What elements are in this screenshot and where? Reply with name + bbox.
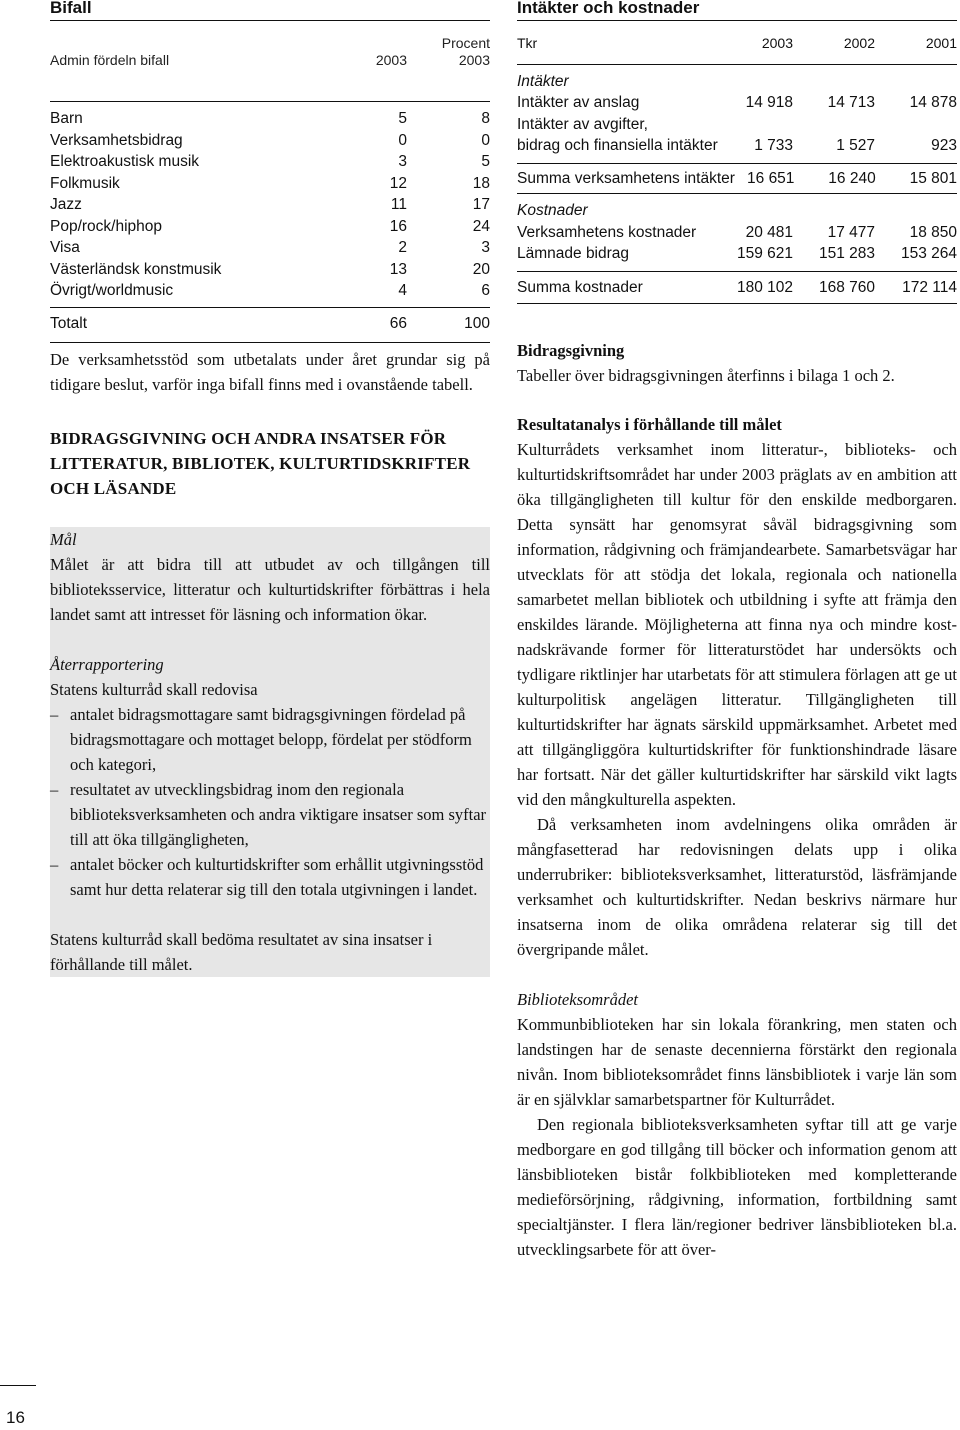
value-2003: 16 651 xyxy=(747,169,795,187)
sum-row xyxy=(517,277,957,299)
right-table xyxy=(517,0,957,304)
value-2002 xyxy=(793,114,875,136)
value-2003: 159 621 xyxy=(736,245,793,262)
right-table-title: Intäkter och kostnader xyxy=(517,0,700,17)
row-value-2003: 16 xyxy=(389,217,407,235)
year-2: 2001 xyxy=(925,35,957,51)
row-label: Elektroakustisk musik xyxy=(50,153,200,170)
intro-paragraph: De verksamhetsstöd som utbetalats under året grundar sig på tidigare beslut, varför inga bifall finns med i ovanstående tabell. xyxy=(50,350,490,394)
table-row xyxy=(517,222,957,244)
paragraph-bidragsgivning: Tabeller över bidragsgivningen återfinns i bilaga 1 och 2. xyxy=(517,366,895,385)
right-table-header xyxy=(517,21,957,55)
row-label: Verksamhetens kostnader xyxy=(517,223,697,241)
row-label: Barn xyxy=(50,110,83,127)
row-label: Övrigt/worldmusic xyxy=(50,282,174,299)
value-2002: 168 760 xyxy=(818,278,875,296)
goal-text: Målet är att bidra till att utbudet av och tillgången till biblioteksservice, litteratur och kulturtidskrifter förbättras i hela landet samt att intresset för läsning och information ökar. xyxy=(50,555,490,624)
row-header: Admin fördeln bifall xyxy=(50,52,170,68)
row-label: Pop/rock/hiphop xyxy=(50,217,163,235)
cost-section-title: Kostnader xyxy=(517,202,588,219)
row-label: Västerländsk konstmusik xyxy=(50,260,222,278)
income-rows xyxy=(517,92,957,157)
left-table-header xyxy=(50,21,490,67)
table-row xyxy=(517,135,957,157)
heading-line-1: BIDRAGSGIVNING OCH ANDRA INSATSER FÖR xyxy=(50,429,447,448)
report-item-1: – antalet bidragsmottagare samt bidragsgivningen fördelad på bidragsmottagare och mottaget belopp, fördelat per stödform och kategori, xyxy=(50,702,490,777)
table-row xyxy=(50,259,490,281)
report-item-3: – antalet böcker och kulturtidskrifter som erhållit utgivningsstöd samt hur detta relaterar sig till den totala utgivningen i landet. xyxy=(50,852,490,902)
table-row xyxy=(517,243,957,265)
cost-rows xyxy=(517,222,957,265)
value-2001: 153 264 xyxy=(900,245,957,262)
percent-header: Procent xyxy=(441,35,490,51)
table-row xyxy=(50,280,490,302)
row-value-2003: 2 xyxy=(398,239,407,256)
year-1: 2002 xyxy=(843,35,875,51)
report-item-text-2: resultatet av utvecklingsbidrag inom den regionala biblioteksverksamheten och andra viktigare insatser som syftar till att öka tillgängligheten, xyxy=(70,780,487,849)
table-row xyxy=(50,173,490,195)
row-value-2003: 4 xyxy=(398,282,407,299)
report-item-2: – resultatet av utvecklingsbidrag inom den regionala biblioteksverksamheten och andra viktigare insatser som syftar till att öka tillgängligheten, xyxy=(50,777,490,852)
row-label: Intäkter av avgifter, xyxy=(517,115,648,133)
table-row xyxy=(50,194,490,216)
row-value-2003: 5 xyxy=(398,110,407,127)
row-label: Folkmusik xyxy=(50,174,120,192)
subheading-resultatanalys: Resultatanalys i förhållande till målet xyxy=(517,415,782,434)
value-2002: 1 527 xyxy=(836,137,875,154)
row-percent-2003: 24 xyxy=(472,217,490,235)
report-title: Återrapportering xyxy=(50,655,164,674)
table-row xyxy=(50,151,490,173)
section-heading xyxy=(50,426,490,501)
table-row xyxy=(50,130,490,152)
subheading-biblioteksomradet: Biblioteksområdet xyxy=(517,990,638,1009)
table-row xyxy=(50,216,490,238)
col1-header: 2003 xyxy=(375,52,407,68)
income-section-title: Intäkter xyxy=(517,72,569,90)
table-row xyxy=(50,237,490,259)
row-label: Lämnade bidrag xyxy=(517,245,630,262)
paragraph-regionala: Den regionala biblioteksverksamheten syftar till att ge varje medborgare en god tillgång till böcker och information genom att länsbiblioteken bistår folkbiblioteken med kompletterande medieförsörjning, rådgivning, information, fortbildning samt specialtjänster. I flera län/regioner bedriver länsbiblioteken bl.a. utvecklingsarbete för att över- xyxy=(517,1115,957,1259)
value-2003: 14 918 xyxy=(745,94,793,111)
closing-paragraph: Statens kulturråd skall bedöma resultatet av sina insatser i förhållande till målet. xyxy=(50,930,433,974)
row-percent-2003: 6 xyxy=(481,282,490,299)
left-text-column xyxy=(50,347,490,977)
page-number-box xyxy=(0,1385,36,1430)
value-2001: 172 114 xyxy=(902,278,957,296)
total-a: 66 xyxy=(389,314,407,332)
row-percent-2003: 8 xyxy=(481,110,490,127)
report-item-text-3: antalet böcker och kulturtidskrifter som erhållit utgivningsstöd samt hur detta relaterar sig till den totala utgivningen i landet. xyxy=(70,855,484,899)
row-percent-2003: 18 xyxy=(472,174,490,192)
left-table-title: Bifall xyxy=(50,0,92,17)
paragraph-underrubriker: Då verksamheten inom avdelningens olika områden är mångfasetterad har redovisningen delats upp i olika underrubriker: biblioteksverksamhet, litteraturstöd, läsfrämjande verksamhet och kulturtidskrifter. Nedan beskrivs närmare hur insatserna inom de olika områdena relaterar sig till det övergripande målet. xyxy=(517,815,957,959)
row-value-2003: 12 xyxy=(389,174,407,192)
value-2003 xyxy=(733,114,793,136)
row-label: Summa verksamhetens intäkter xyxy=(517,169,735,187)
income-section xyxy=(517,65,957,157)
row-label: bidrag och finansiella intäkter xyxy=(517,137,718,154)
row-label: Jazz xyxy=(50,196,82,213)
value-2001: 923 xyxy=(931,137,957,154)
left-table-total-row xyxy=(50,308,490,343)
row-value-2003: 3 xyxy=(398,153,407,170)
report-item-text-1: antalet bidragsmottagare samt bidragsgivningen fördelad på bidragsmottagare och mottaget belopp, fördelat per stödform och kategori, xyxy=(70,705,472,774)
row-value-2003: 11 xyxy=(390,196,407,213)
year-0: 2003 xyxy=(761,35,793,51)
value-2002: 14 713 xyxy=(827,94,875,111)
cost-section xyxy=(517,194,957,265)
value-2001: 15 801 xyxy=(909,169,957,187)
row-label: Summa kostnader xyxy=(517,278,643,296)
row-percent-2003: 17 xyxy=(472,196,490,213)
row-percent-2003: 5 xyxy=(481,153,490,170)
value-2001: 14 878 xyxy=(909,94,957,111)
subheading-bidragsgivning: Bidragsgivning xyxy=(517,341,625,360)
sum-row xyxy=(517,168,957,190)
goal-box xyxy=(50,527,490,977)
row-value-2003: 13 xyxy=(389,260,407,278)
table-row xyxy=(517,92,957,114)
heading-line-2: LITTERATUR, BIBLIOTEK, KULTURTIDSKRIFTER xyxy=(50,454,471,473)
row-value-2003: 0 xyxy=(398,131,407,149)
total-b: 100 xyxy=(464,314,490,332)
value-2001: 18 850 xyxy=(909,223,957,241)
value-2002: 151 283 xyxy=(818,245,875,262)
row-label: Visa xyxy=(50,239,80,256)
heading-line-3: OCH LÄSANDE xyxy=(50,479,177,498)
paragraph-kommunbibliotek: Kommunbiblioteken har sin lokala förankring, men staten och landstingen har de senaste decennierna förstärkt den regionala nivån. Inom biblioteksområdet finns länsbibliotek i varje län som är en självklar samarbetspartner för Kulturrådet. xyxy=(517,1015,957,1109)
unit-label: Tkr xyxy=(517,35,538,51)
row-percent-2003: 3 xyxy=(481,239,490,256)
value-2003: 180 102 xyxy=(736,278,793,296)
paragraph-resultatanalys: Kulturrådets verksamhet inom litteratur-, biblioteks- och kulturtidskriftsområdet har under 2003 präglats av en ambition att öka tillgängligheten till kultur för den enskilde medborgaren. Detta synsätt har genomsyrat såväl bidragsgivning som information, rådgivning och främjandearbete. Samarbetsvägar har utvecklats för att stödja det lokala, regionala och nationella samarbetet mellan bibliotek och utbildning i syfte att främja den enskildes lärande. Möjligheterna att finna nya och mindre kostnadskrävande former för litteraturstödet har undersökts och tydligare riktlinjer har utarbetats för att stimulera förlagen att ge ut kulturpolitisk angelägen litteratur. Tillgängligheten till kulturtidskrifter har ägnats särskild uppmärksamhet. Arbetet med att tillgängliggöra kulturtidskrifter för funktionshindrade läsare har fortsatt. När det gäller kulturtidskrifter har särskild vikt lagts vid den mångkulturella aspekten. xyxy=(517,440,957,809)
page-number: 16 xyxy=(6,1408,25,1427)
row-percent-2003: 0 xyxy=(481,131,490,149)
left-table-rows xyxy=(50,102,490,302)
goal-title: Mål xyxy=(50,530,77,549)
table-row xyxy=(50,108,490,130)
cost-sum-row xyxy=(517,272,957,304)
value-2002: 16 240 xyxy=(828,169,876,187)
value-2003: 20 481 xyxy=(745,223,793,241)
right-text-column xyxy=(517,338,957,1262)
row-label: Intäkter av anslag xyxy=(517,94,640,111)
value-2001 xyxy=(875,114,957,136)
left-table xyxy=(50,0,490,343)
value-2002: 17 477 xyxy=(827,223,875,241)
total-label: Totalt xyxy=(50,314,88,332)
row-percent-2003: 20 xyxy=(472,260,490,278)
value-2003: 1 733 xyxy=(754,137,793,154)
col2-header: 2003 xyxy=(458,52,490,68)
income-sum-row xyxy=(517,164,957,194)
report-intro: Statens kulturråd skall redovisa xyxy=(50,680,258,699)
table-row xyxy=(517,114,957,136)
row-label: Verksamhetsbidrag xyxy=(50,131,183,149)
